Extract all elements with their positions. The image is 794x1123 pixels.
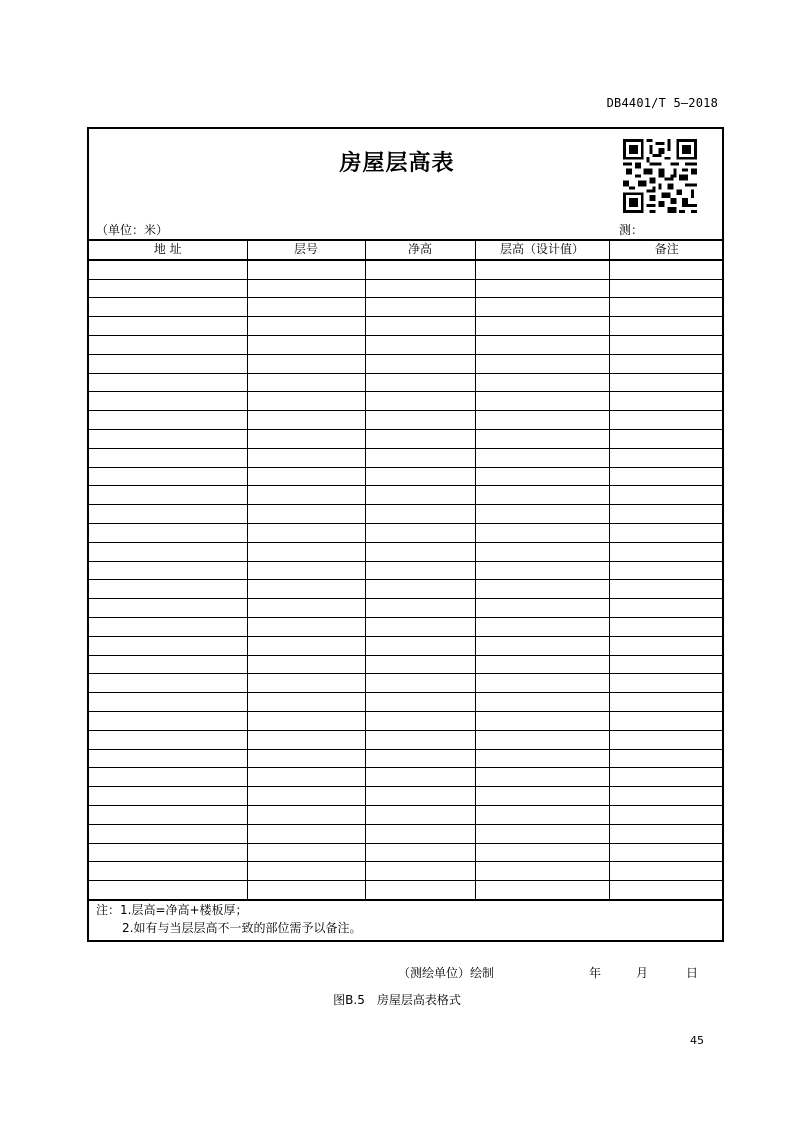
table-cell[interactable]: [89, 561, 247, 580]
table-cell[interactable]: [89, 805, 247, 824]
table-row: [89, 693, 724, 712]
standard-code: DB4401/T 5—2018: [606, 96, 718, 110]
table-cell[interactable]: [609, 787, 724, 806]
unit-label: （单位：米）: [96, 223, 169, 237]
table-row: [89, 354, 724, 373]
table-row: [89, 561, 724, 580]
table-row: [89, 448, 724, 467]
qr-code-icon: [623, 139, 697, 213]
table-cell[interactable]: [475, 843, 609, 862]
table-cell[interactable]: [365, 768, 475, 787]
table-cell[interactable]: [89, 354, 247, 373]
table-cell[interactable]: [365, 335, 475, 354]
table-cell[interactable]: [609, 805, 724, 824]
table-cell[interactable]: [609, 298, 724, 317]
table-cell[interactable]: [247, 580, 365, 599]
table-cell[interactable]: [89, 730, 247, 749]
table-cell[interactable]: [609, 260, 724, 279]
table-cell[interactable]: [609, 768, 724, 787]
table-cell[interactable]: [247, 749, 365, 768]
table-cell[interactable]: [609, 467, 724, 486]
table-cell[interactable]: [89, 486, 247, 505]
table-cell[interactable]: [89, 824, 247, 843]
table-cell[interactable]: [475, 805, 609, 824]
table-cell[interactable]: [247, 862, 365, 881]
table-cell[interactable]: [475, 749, 609, 768]
table-row: [89, 805, 724, 824]
table-cell[interactable]: [89, 411, 247, 430]
table-row: [89, 730, 724, 749]
table-cell[interactable]: [247, 505, 365, 524]
table-cell[interactable]: [365, 373, 475, 392]
table-cell[interactable]: [89, 711, 247, 730]
table-cell[interactable]: [475, 881, 609, 900]
table-cell[interactable]: [609, 636, 724, 655]
table-cell[interactable]: [89, 787, 247, 806]
table-cell[interactable]: [365, 787, 475, 806]
table-cell[interactable]: [89, 693, 247, 712]
table-row: [89, 523, 724, 542]
table-cell[interactable]: [247, 317, 365, 336]
page-number: 45: [690, 1034, 704, 1047]
table-cell[interactable]: [609, 317, 724, 336]
table-row: [89, 429, 724, 448]
table-cell[interactable]: [89, 542, 247, 561]
table-cell[interactable]: [609, 279, 724, 298]
table-cell[interactable]: [89, 881, 247, 900]
table-row: [89, 505, 724, 524]
table-cell[interactable]: [475, 636, 609, 655]
table-cell[interactable]: [475, 486, 609, 505]
table-cell[interactable]: [247, 768, 365, 787]
table-cell[interactable]: [609, 824, 724, 843]
floor-height-table: [89, 239, 724, 901]
table-cell[interactable]: [247, 354, 365, 373]
table-cell[interactable]: [365, 862, 475, 881]
table-cell[interactable]: [475, 317, 609, 336]
table-row: [89, 486, 724, 505]
table-cell[interactable]: [89, 674, 247, 693]
table-cell[interactable]: [247, 486, 365, 505]
table-cell[interactable]: [475, 373, 609, 392]
table-cell[interactable]: [475, 335, 609, 354]
table-cell[interactable]: [365, 730, 475, 749]
table-cell[interactable]: [609, 429, 724, 448]
table-cell[interactable]: [365, 392, 475, 411]
table-cell[interactable]: [247, 693, 365, 712]
table-cell[interactable]: [609, 711, 724, 730]
note-line-1: 注：1.层高=净高+楼板厚；: [96, 903, 248, 917]
table-cell[interactable]: [475, 505, 609, 524]
table-cell[interactable]: [89, 655, 247, 674]
table-cell[interactable]: [89, 317, 247, 336]
table-cell[interactable]: [475, 542, 609, 561]
table-row: [89, 542, 724, 561]
table-cell[interactable]: [609, 881, 724, 900]
table-cell[interactable]: [89, 749, 247, 768]
table-cell[interactable]: [475, 354, 609, 373]
table-cell[interactable]: [609, 523, 724, 542]
table-cell[interactable]: [247, 467, 365, 486]
table-row: [89, 787, 724, 806]
table-cell[interactable]: [365, 429, 475, 448]
table-cell[interactable]: [89, 298, 247, 317]
table-row: [89, 317, 724, 336]
form-title: 房屋层高表: [339, 150, 455, 176]
table-cell[interactable]: [365, 467, 475, 486]
table-cell[interactable]: [365, 805, 475, 824]
table-row: [89, 824, 724, 843]
measure-label: 测：: [619, 223, 644, 237]
table-cell[interactable]: [365, 523, 475, 542]
table-row: [89, 655, 724, 674]
table-cell[interactable]: [609, 392, 724, 411]
table-cell[interactable]: [609, 655, 724, 674]
table-cell[interactable]: [89, 448, 247, 467]
table-cell[interactable]: [247, 373, 365, 392]
table-cell[interactable]: [365, 317, 475, 336]
table-cell[interactable]: [365, 354, 475, 373]
table-header-row: [89, 240, 724, 260]
table-cell[interactable]: [609, 843, 724, 862]
table-cell[interactable]: [89, 768, 247, 787]
table-row: [89, 617, 724, 636]
table-cell[interactable]: [247, 599, 365, 618]
table-cell[interactable]: [365, 561, 475, 580]
table-cell[interactable]: [89, 523, 247, 542]
table-cell[interactable]: [89, 862, 247, 881]
table-cell[interactable]: [475, 787, 609, 806]
month-label: 月: [636, 966, 649, 980]
table-cell[interactable]: [365, 505, 475, 524]
table-cell[interactable]: [365, 580, 475, 599]
table-cell[interactable]: [475, 411, 609, 430]
table-cell[interactable]: [365, 655, 475, 674]
table-cell[interactable]: [475, 824, 609, 843]
table-cell[interactable]: [89, 843, 247, 862]
table-row: [89, 580, 724, 599]
table-cell[interactable]: [609, 580, 724, 599]
figure-caption: 图B.5 房屋层高表格式: [333, 993, 461, 1007]
table-row: [89, 599, 724, 618]
table-cell[interactable]: [609, 730, 724, 749]
table-cell[interactable]: [475, 523, 609, 542]
column-header-floor-number: 层号: [247, 240, 365, 260]
table-cell[interactable]: [475, 730, 609, 749]
table-cell[interactable]: [609, 373, 724, 392]
table-cell[interactable]: [89, 636, 247, 655]
table-cell[interactable]: [89, 505, 247, 524]
table-cell[interactable]: [475, 674, 609, 693]
table-row: [89, 711, 724, 730]
table-cell[interactable]: [609, 448, 724, 467]
table-cell[interactable]: [89, 279, 247, 298]
table-cell[interactable]: [365, 617, 475, 636]
table-row: [89, 843, 724, 862]
table-cell[interactable]: [475, 655, 609, 674]
table-cell[interactable]: [475, 392, 609, 411]
table-cell[interactable]: [247, 279, 365, 298]
table-cell[interactable]: [475, 467, 609, 486]
table-cell[interactable]: [89, 599, 247, 618]
table-cell[interactable]: [247, 881, 365, 900]
table-cell[interactable]: [247, 392, 365, 411]
table-cell[interactable]: [247, 655, 365, 674]
column-header-address: 地 址: [89, 240, 247, 260]
table-cell[interactable]: [365, 674, 475, 693]
table-cell[interactable]: [475, 561, 609, 580]
column-header-net-height: 净高: [365, 240, 475, 260]
table-cell[interactable]: [609, 599, 724, 618]
table-row: [89, 467, 724, 486]
day-label: 日: [686, 966, 699, 980]
table-cell[interactable]: [365, 636, 475, 655]
table-cell[interactable]: [609, 335, 724, 354]
table-row: [89, 279, 724, 298]
table-cell[interactable]: [247, 542, 365, 561]
table-cell[interactable]: [247, 730, 365, 749]
table-cell[interactable]: [475, 260, 609, 279]
table-row: [89, 636, 724, 655]
table-cell[interactable]: [247, 523, 365, 542]
table-cell[interactable]: [247, 843, 365, 862]
table-cell[interactable]: [247, 411, 365, 430]
table-cell[interactable]: [89, 617, 247, 636]
table-cell[interactable]: [609, 354, 724, 373]
table-cell[interactable]: [247, 429, 365, 448]
table-cell[interactable]: [247, 448, 365, 467]
table-cell[interactable]: [365, 298, 475, 317]
table-cell[interactable]: [475, 599, 609, 618]
table-cell[interactable]: [89, 392, 247, 411]
table-cell[interactable]: [475, 298, 609, 317]
table-cell[interactable]: [365, 486, 475, 505]
table-cell[interactable]: [247, 711, 365, 730]
table-body: [89, 260, 724, 900]
table-cell[interactable]: [609, 411, 724, 430]
table-cell[interactable]: [475, 448, 609, 467]
table-cell[interactable]: [247, 260, 365, 279]
table-cell[interactable]: [609, 862, 724, 881]
table-row: [89, 260, 724, 279]
table-cell[interactable]: [365, 693, 475, 712]
table-cell[interactable]: [365, 279, 475, 298]
table-cell[interactable]: [365, 824, 475, 843]
table-row: [89, 298, 724, 317]
table-cell[interactable]: [475, 279, 609, 298]
table-row: [89, 768, 724, 787]
column-header-floor-height: 层高（设计值）: [475, 240, 609, 260]
table-cell[interactable]: [609, 749, 724, 768]
note-line-2: 2.如有与当层层高不一致的部位需予以备注。: [122, 921, 362, 935]
table-cell[interactable]: [365, 260, 475, 279]
table-cell[interactable]: [609, 486, 724, 505]
table-cell[interactable]: [475, 617, 609, 636]
table-cell[interactable]: [475, 429, 609, 448]
table-cell[interactable]: [89, 580, 247, 599]
table-row: [89, 411, 724, 430]
table-cell[interactable]: [247, 335, 365, 354]
column-header-remarks: 备注: [609, 240, 724, 260]
table-cell[interactable]: [365, 881, 475, 900]
surveyor-label: （测绘单位）绘制: [398, 966, 495, 980]
table-cell[interactable]: [247, 674, 365, 693]
table-cell[interactable]: [609, 505, 724, 524]
table-cell[interactable]: [475, 711, 609, 730]
table-cell[interactable]: [247, 787, 365, 806]
table-cell[interactable]: [609, 561, 724, 580]
table-row: [89, 749, 724, 768]
table-cell[interactable]: [475, 862, 609, 881]
table-cell[interactable]: [475, 768, 609, 787]
table-cell[interactable]: [365, 843, 475, 862]
table-cell[interactable]: [365, 749, 475, 768]
table-cell[interactable]: [475, 580, 609, 599]
table-row: [89, 674, 724, 693]
table-cell[interactable]: [89, 429, 247, 448]
table-cell[interactable]: [365, 411, 475, 430]
table-row: [89, 335, 724, 354]
table-cell[interactable]: [365, 448, 475, 467]
table-cell[interactable]: [247, 298, 365, 317]
table-cell[interactable]: [247, 824, 365, 843]
table-cell[interactable]: [89, 260, 247, 279]
year-label: 年: [589, 966, 602, 980]
table-cell[interactable]: [247, 561, 365, 580]
table-cell[interactable]: [247, 636, 365, 655]
table-row: [89, 881, 724, 900]
notes: [96, 901, 361, 937]
table-cell[interactable]: [609, 542, 724, 561]
table-cell[interactable]: [365, 542, 475, 561]
table-cell[interactable]: [365, 599, 475, 618]
table-cell[interactable]: [475, 693, 609, 712]
table-cell[interactable]: [365, 711, 475, 730]
table-row: [89, 862, 724, 881]
table-cell[interactable]: [609, 674, 724, 693]
table-cell[interactable]: [89, 467, 247, 486]
table-cell[interactable]: [89, 335, 247, 354]
table-row: [89, 373, 724, 392]
table-cell[interactable]: [609, 617, 724, 636]
table-cell[interactable]: [247, 805, 365, 824]
table-cell[interactable]: [89, 373, 247, 392]
table-cell[interactable]: [609, 693, 724, 712]
table-cell[interactable]: [247, 617, 365, 636]
table-row: [89, 392, 724, 411]
